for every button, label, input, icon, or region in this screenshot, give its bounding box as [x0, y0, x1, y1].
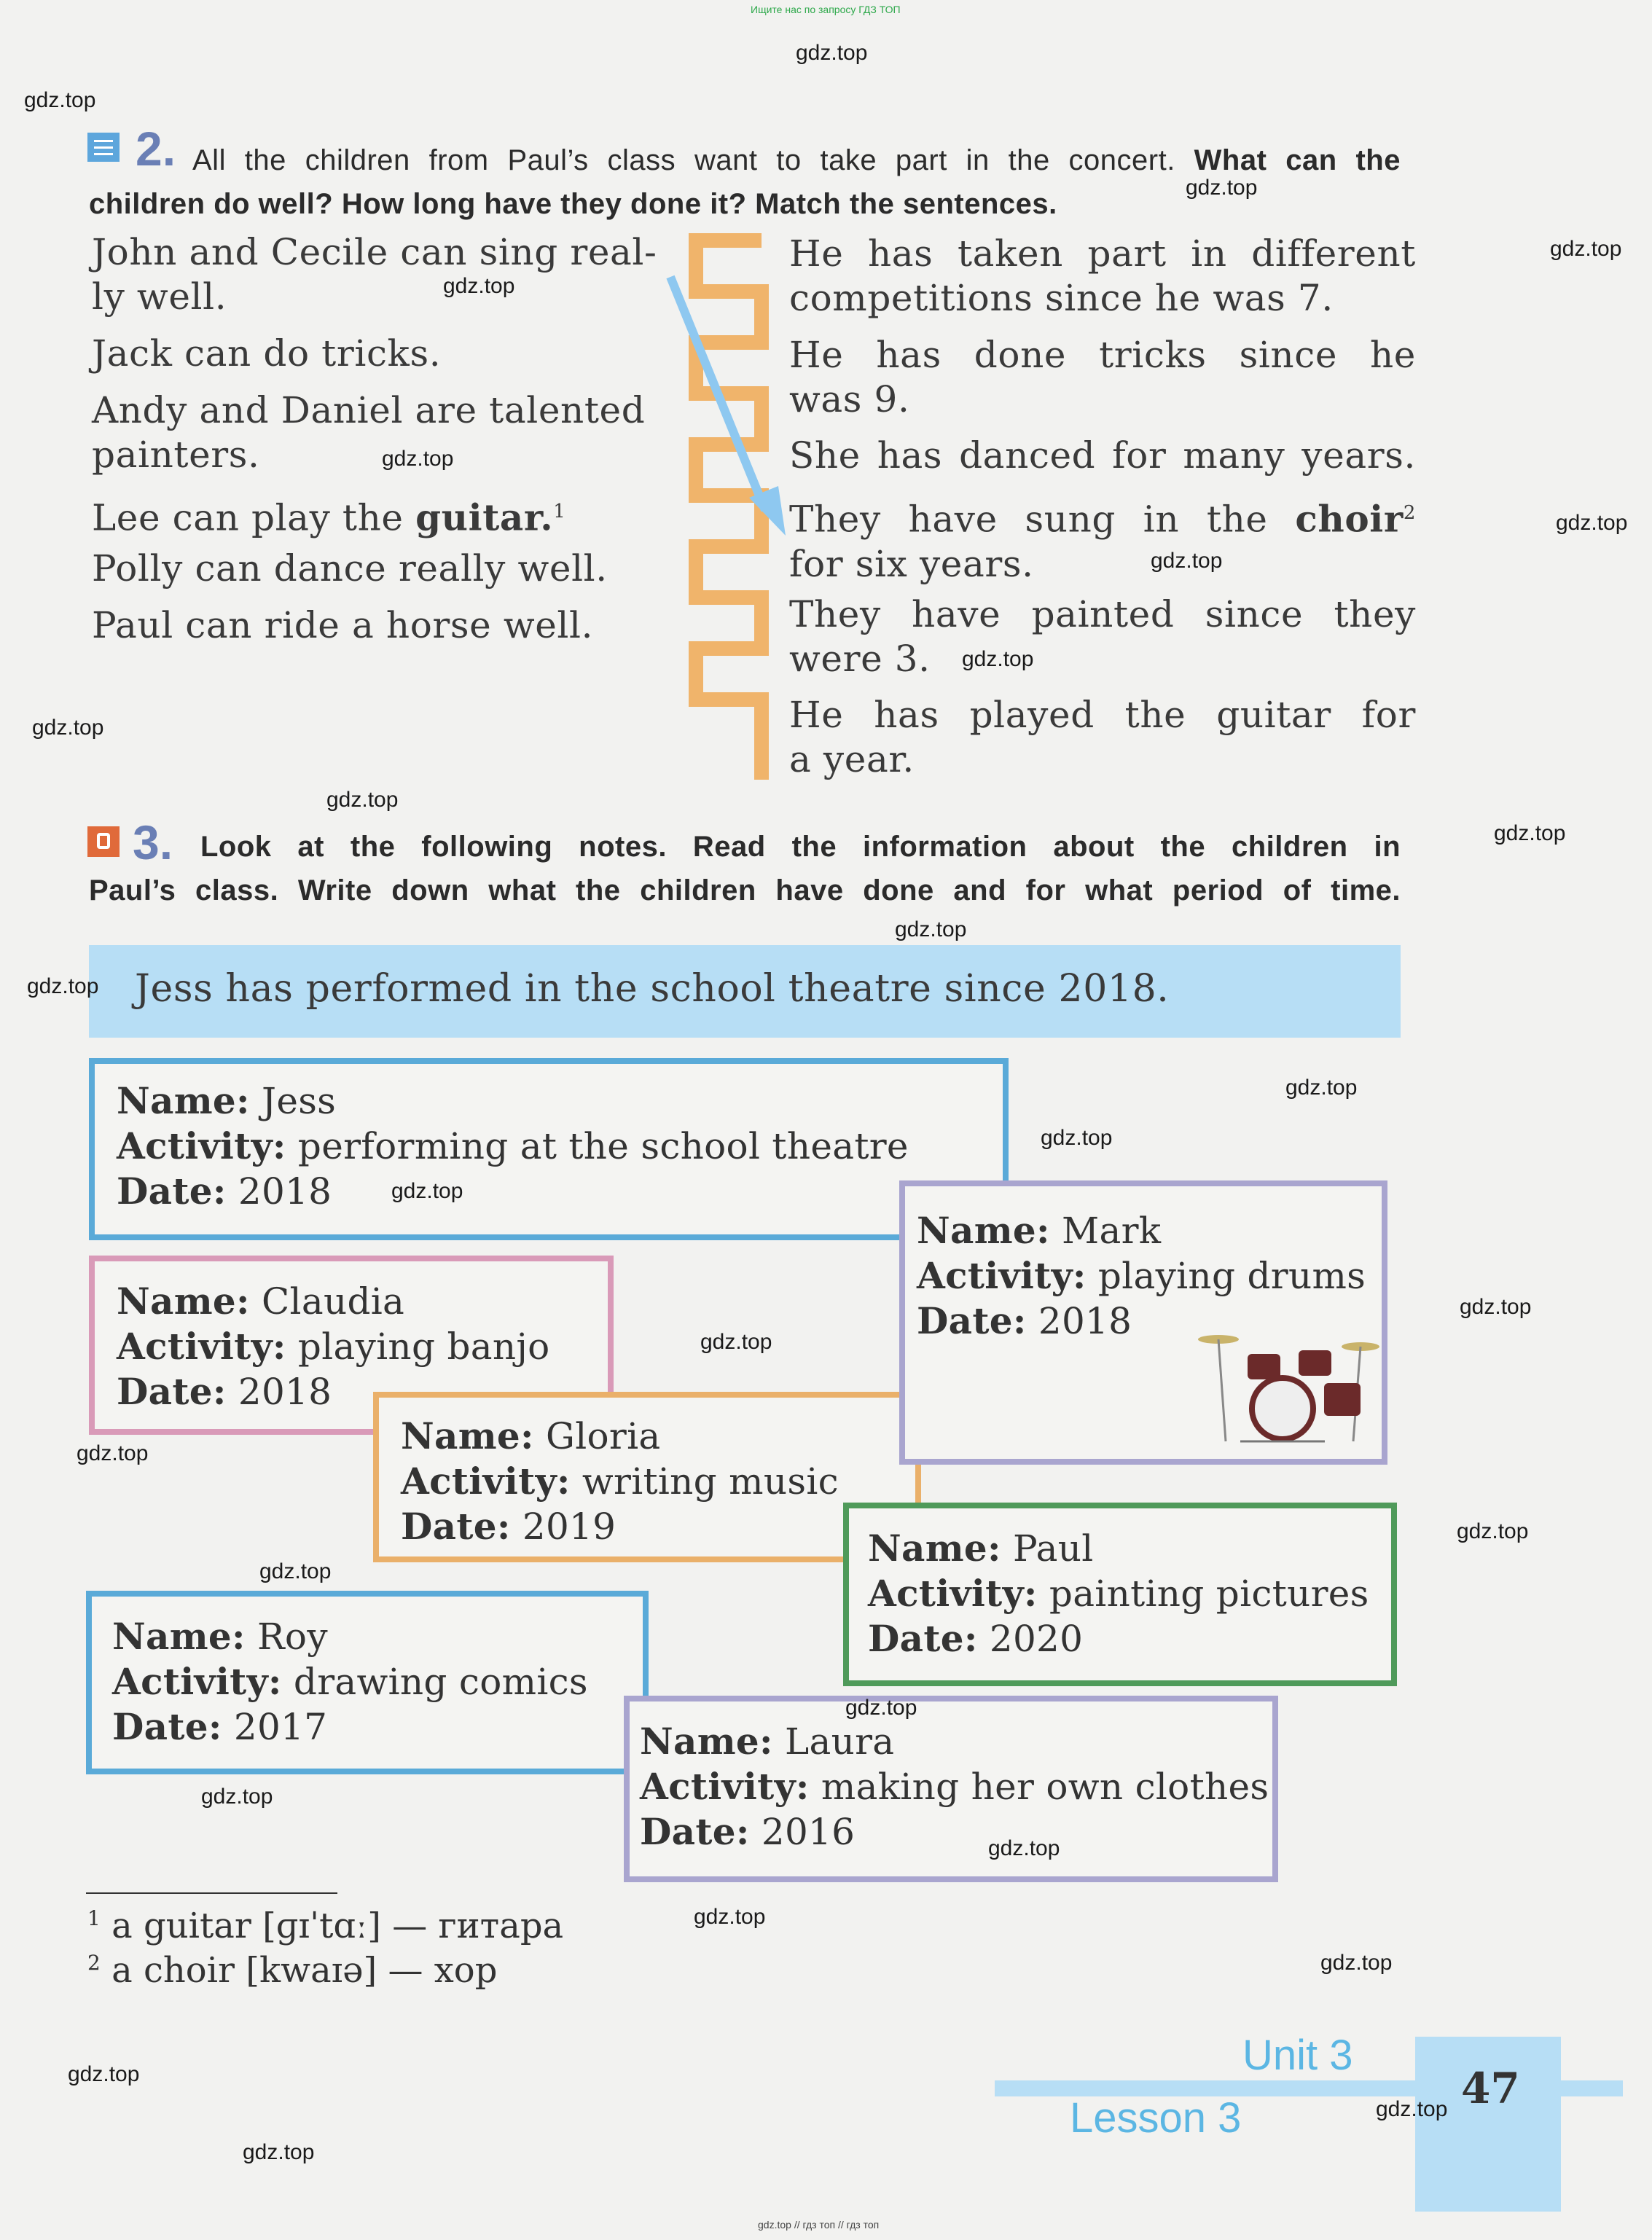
watermark: gdz.top [1550, 237, 1622, 261]
watermark: gdz.top [77, 1441, 149, 1465]
watermark: gdz.top [382, 447, 454, 471]
ex2-left-3: Andy and Daniel are talented painters. [92, 389, 646, 476]
ex2-intro-bold-2: children do well? How long have they done it? Match the sentences. [89, 188, 1057, 220]
watermark: gdz.top [796, 41, 868, 65]
page-number-box [1415, 2037, 1561, 2212]
exercise-3-instructions: Look at the following notes. Read the information about the children in Paul’s class. Write down what the children have done and for what period of time. [89, 831, 1401, 906]
card-roy: Name: Roy Activity: drawing comics Date: 2017 [86, 1591, 649, 1774]
watermark: gdz.top [391, 1179, 463, 1203]
watermark: gdz.top [24, 88, 96, 112]
example-sentence: Jess has performed in the school theatre since 2018. [135, 967, 1170, 1011]
ex2-left-5: Polly can dance really well. [92, 547, 608, 590]
top-note: Ищите нас по запросу ГДЗ ТОП [751, 4, 901, 15]
ex2-left-1: John and Cecile can sing real- ly well. [92, 231, 657, 318]
watermark: gdz.top [1186, 176, 1258, 200]
exercise-2-number: 2. [136, 122, 176, 176]
watermark: gdz.top [988, 1836, 1060, 1860]
ex2-right-3: She has danced for many years. [789, 434, 1416, 477]
watermark: gdz.top [845, 1696, 917, 1720]
watermark: gdz.top [1285, 1076, 1358, 1100]
ex2-left-2: Jack can do tricks. [92, 332, 442, 375]
footnote-divider [86, 1892, 337, 1894]
card-jess: Name: Jess Activity: performing at the school theatre Date: 2018 [89, 1058, 1009, 1240]
bottom-note: gdz.top // гдз топ // гдз топ [758, 2219, 880, 2231]
page-number: 47 [1461, 2064, 1520, 2113]
watermark: gdz.top [443, 274, 515, 298]
card-laura: Name: Laura Activity: making her own clothes Date: 2016 [624, 1696, 1278, 1882]
drum-kit-icon [1197, 1317, 1386, 1449]
watermark: gdz.top [1151, 549, 1223, 573]
watermark: gdz.top [895, 917, 967, 941]
watermark: gdz.top [243, 2140, 315, 2164]
ex2-right-4: They have sung in the choir$^2$ for six years. [789, 497, 1416, 585]
watermark: gdz.top [259, 1559, 332, 1583]
watermark: gdz.top [1556, 511, 1628, 535]
card-gloria: Name: Gloria Activity: writing music Date: 2019 [373, 1392, 921, 1562]
footnote-1: $^1$ a guitar [ɡɪˈtɑː] — гитара [87, 1906, 564, 1946]
watermark: gdz.top [32, 716, 104, 740]
match-arrow [656, 266, 802, 557]
watermark: gdz.top [1041, 1126, 1113, 1150]
watermark: gdz.top [700, 1330, 772, 1354]
watermark: gdz.top [1320, 1951, 1393, 1975]
watermark: gdz.top [1460, 1295, 1532, 1319]
lesson-label: Lesson 3 [1070, 2094, 1242, 2142]
exercise-3-number: 3. [133, 815, 173, 869]
card-mark: Name: Mark Activity: playing drums Date: 2018 [899, 1180, 1387, 1465]
watermark: gdz.top [962, 647, 1034, 671]
watermark: gdz.top [27, 974, 99, 998]
watermark: gdz.top [1494, 821, 1566, 845]
footnote-2: $^2$ a choir [kwaɪə] — хор [87, 1950, 498, 1991]
watermark: gdz.top [326, 788, 399, 812]
unit-label: Unit 3 [1242, 2032, 1353, 2079]
ex2-left-4: Lee can play the guitar.$^1$ [92, 496, 566, 539]
ex2-right-1: He has taken part in different competitions since he was 7. [789, 232, 1416, 319]
watermark: gdz.top [1457, 1519, 1529, 1543]
watermark: gdz.top [694, 1905, 766, 1929]
card-paul: Name: Paul Activity: painting pictures Date: 2020 [843, 1503, 1397, 1686]
watermark: gdz.top [68, 2062, 140, 2086]
ex2-left-6: Paul can ride a horse well. [92, 604, 594, 646]
ex2-right-2: He has done tricks since he was 9. [789, 334, 1416, 420]
ex2-right-6: He has played the guitar for a year. [789, 694, 1416, 780]
watermark: gdz.top [201, 1785, 273, 1809]
ex2-right-5: They have painted since they were 3. [789, 593, 1416, 680]
ex2-intro-plain: All the children from Paul’s class want to take part in the concert. [192, 144, 1175, 176]
card-claudia: Name: Claudia Activity: playing banjo Date: 2018 [89, 1256, 614, 1435]
ex2-intro-bold-1: What can the [1194, 144, 1401, 176]
watermark: gdz.top [1376, 2097, 1448, 2121]
